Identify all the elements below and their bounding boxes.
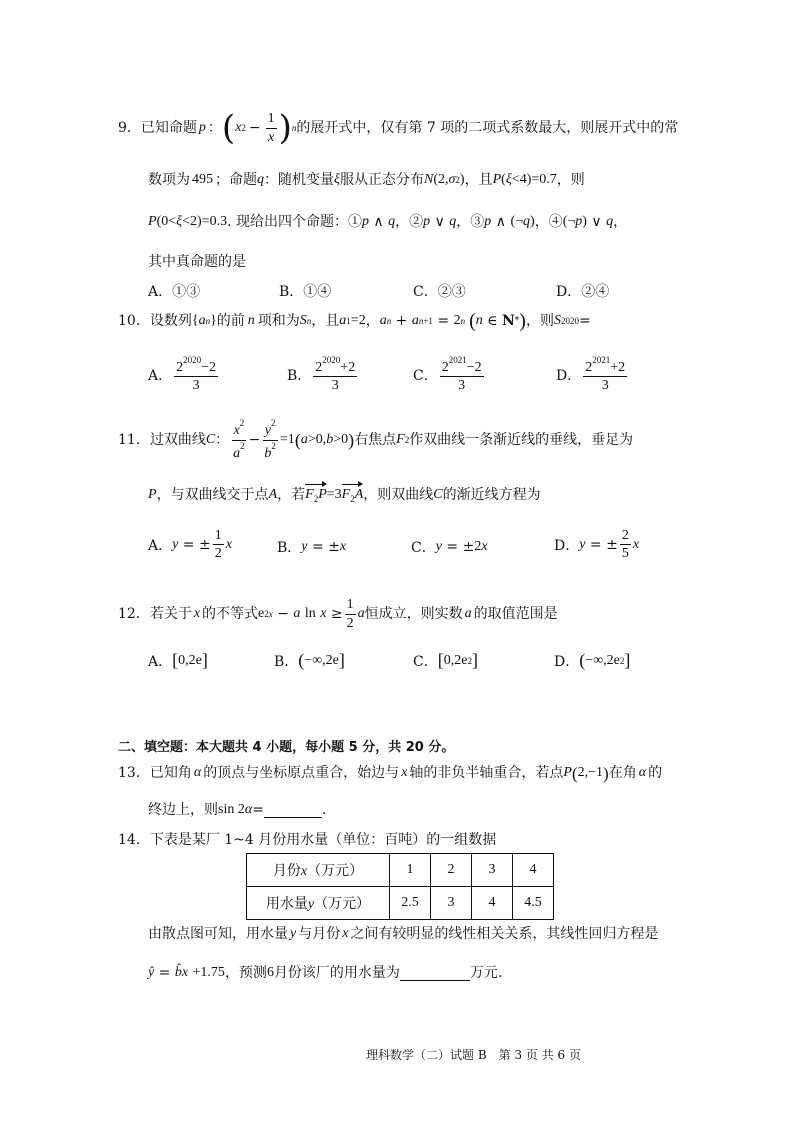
- q9-option-c[interactable]: C．②③: [413, 284, 466, 300]
- table-cell: 4: [472, 887, 513, 920]
- table-cell: 4: [513, 854, 554, 887]
- q11-option-a[interactable]: A． y = ± $\frac{1}{2}$ x: [148, 528, 232, 562]
- q9-prompt: 其中真命题的是: [148, 254, 246, 270]
- table-cell: 2: [431, 854, 472, 887]
- q13-number: 13．: [118, 765, 150, 781]
- q9-constant: 495: [192, 172, 213, 187]
- q14-number: 14．: [118, 832, 150, 848]
- q9-fraction: $\frac{1}{x}$: [267, 111, 275, 145]
- section-heading: 二、填空题：本大题共 4 小题，每小题 5 分，共 20 分。: [118, 740, 455, 755]
- q10-option-a[interactable]: A． $\frac{2^{2020}-2}{3}$: [148, 355, 217, 394]
- q12-option-b[interactable]: B． ( −∞,2e ]: [274, 650, 345, 670]
- q12-option-d[interactable]: D． ( −∞,2e 2 ]: [554, 650, 631, 670]
- table-header-cell: 用水量y（万元）: [247, 887, 390, 920]
- q9-line3: P (0< ξ <2)=0.3 . 现给出四个命题：① p ∧ q ，② p ∨ q ，③ p ∧ (¬ q ) ，④ (¬ p ) ∨ q ，: [148, 214, 628, 230]
- table-row: [247, 854, 554, 887]
- q14-line3: ŷ = b̂x +1.75 ，预测 6 月份该厂的用水量为 万元.: [148, 965, 503, 981]
- table-cell: 3: [472, 854, 513, 887]
- table-cell: 4.5: [513, 887, 554, 920]
- q10-line1: 10． 设数列 { a n } 的前 n 项和为 S n ，且 a 1 =2 ， a n + a n +1 = 2 n ( n ∈ N * ) ，则 S 2020 =: [118, 310, 591, 332]
- q11-option-b[interactable]: B． y = ± x: [277, 539, 347, 556]
- q11-line2: P ，与双曲线交于点 A ，若 $F_2P$ =3 $F_2A$ ，则双曲线 C 的渐近线方程为: [148, 486, 541, 504]
- q9-option-b[interactable]: B．①④: [279, 284, 332, 300]
- q12-number: 12．: [118, 606, 150, 622]
- table-cell: 3: [431, 887, 472, 920]
- q13-line1: 13． 已知角 α 的顶点与坐标原点重合，始边与 x 轴的非负半轴重合，若点 P ( 2,−1 ) 在角 α 的: [118, 763, 663, 783]
- q13-answer-blank[interactable]: [264, 803, 322, 818]
- q9-text: 的展开式中，仅有第 7 项的二项式系数最大，则展开式中的常: [296, 120, 679, 136]
- table-cell: 1: [390, 854, 431, 887]
- q10-number: 10．: [118, 313, 150, 329]
- q12-line1: 12． 若关于 x 的不等式 e 2x − a ln x ≥ $\frac{1}{2}$ a 恒成立，则实数 a 的取值范围是: [118, 597, 558, 631]
- q11-option-d[interactable]: D． y = ± $\frac{2}{5}$ x: [554, 528, 640, 562]
- table-row: [247, 887, 554, 920]
- q9-number: 9．: [118, 120, 141, 136]
- q11-number: 11．: [118, 432, 150, 448]
- q14-line2: 由散点图可知，用水量 y 与月份 x 之间有较明显的线性相关关系，其线性回归方程是: [148, 926, 659, 942]
- q10-option-b[interactable]: B． $\frac{2^{2020}+2}{3}$: [287, 355, 356, 394]
- q10-option-d[interactable]: D． $\frac{2^{2021}+2}{3}$: [556, 355, 626, 394]
- q9-option-a[interactable]: A．①③: [148, 284, 201, 300]
- table-cell: 2.5: [390, 887, 431, 920]
- q13-line2: 终边上，则 sin 2 α = .: [148, 802, 327, 818]
- q9-line2: 数项为 495 ；命题 q ：随机变量 ξ 服从正态分布 N (2, σ 2 ) ，且 P ( ξ <4)=0.7 ，则: [148, 172, 585, 188]
- q14-answer-blank[interactable]: [400, 966, 470, 981]
- q11-option-c[interactable]: C． y = ± 2 x: [411, 539, 488, 556]
- q14-line1: 14． 下表是某厂 1~4 月份用水量（单位：百吨）的一组数据: [118, 832, 497, 848]
- q9-text: 已知命题: [140, 120, 197, 136]
- table-header-cell: 月份x（万元）: [247, 854, 390, 887]
- q11-line1: 11． 过双曲线 C ： $\frac{x^2}{a^2}$ − $\frac{y^2}{b^2}$ =1 ( a >0, b >0 ) 右焦点 F 2 作双曲线一条渐近线的垂线，垂足为: [118, 418, 634, 461]
- q10-option-c[interactable]: C． $\frac{2^{2021}-2}{3}$: [413, 355, 482, 394]
- q12-option-a[interactable]: A． [ 0,2e ]: [148, 650, 208, 670]
- page-footer: 理科数学（二）试题 B 第 3 页 共 6 页: [366, 1048, 581, 1062]
- q14-data-table: [246, 853, 554, 920]
- q9-line1: 9． 已知命题 p ： ( x 2 − $\frac{1}{x}$ ) n 的展开式中，仅有第 7 项的二项式系数最大，则展开式中的常: [118, 108, 679, 148]
- q12-option-c[interactable]: C． [ 0,2e 2 ]: [413, 650, 478, 670]
- q9-option-d[interactable]: D．②④: [556, 284, 610, 300]
